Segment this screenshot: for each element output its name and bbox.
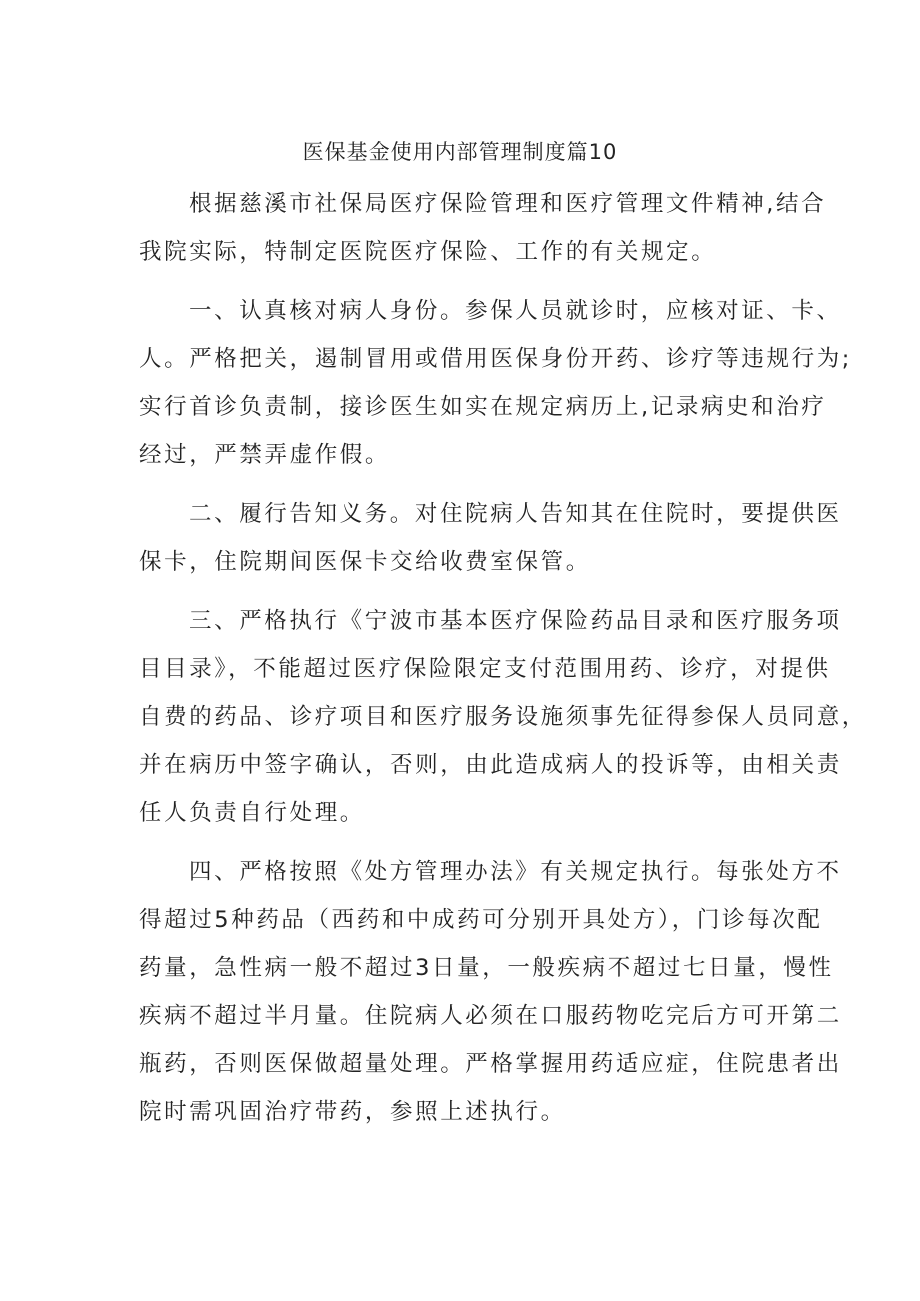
text-line: 根据慈溪市社保局医疗保险管理和医疗管理文件精神,结合 bbox=[189, 191, 827, 217]
text-line: 二、履行告知义务。对住院病人告知其在住院时，要提供医 bbox=[189, 501, 842, 527]
text-line: 我院实际，特制定医院医疗保险、工作的有关规定。 bbox=[139, 239, 717, 265]
text-line: 人。严格把关，遏制冒用或借用医保身份开药、诊疗等违规行为; bbox=[139, 346, 852, 372]
text-line: 院时需巩固治疗带药，参照上述执行。 bbox=[139, 1099, 566, 1125]
text-line: 目目录》，不能超过医疗保险限定支付范围用药、诊疗，对提供 bbox=[139, 656, 831, 682]
text-line: 经过，严禁弄虚作假。 bbox=[139, 442, 391, 468]
document-title: 医保基金使用内部管理制度篇10 bbox=[302, 140, 618, 164]
text-line: 实行首诊负责制，接诊医生如实在规定病历上,记录病史和治疗 bbox=[139, 394, 827, 420]
text-line: 疾病不超过半月量。住院病人必须在口服药物吃完后方可开第二 bbox=[139, 1003, 842, 1029]
text-line: 四、严格按照《处方管理办法》有关规定执行。每张处方不 bbox=[189, 859, 842, 885]
paragraph-intro bbox=[139, 180, 827, 276]
paragraph-rule-3 bbox=[139, 597, 867, 837]
text-line: 三、严格执行《宁波市基本医疗保险药品目录和医疗服务项 bbox=[189, 608, 842, 634]
text-line: 保卡，住院期间医保卡交给收费室保管。 bbox=[139, 549, 591, 575]
paragraph-rule-4 bbox=[139, 848, 842, 1136]
text-line: 自费的药品、诊疗项目和医疗服务设施须事先征得参保人员同意， bbox=[139, 704, 867, 730]
text-line: 药量，急性病一般不超过3日量，一般疾病不超过七日量，慢性 bbox=[139, 955, 834, 981]
paragraph-rule-1 bbox=[139, 287, 852, 479]
text-line: 任人负责自行处理。 bbox=[139, 800, 365, 826]
document-body bbox=[139, 180, 867, 1147]
text-line: 瓶药，否则医保做超量处理。严格掌握用药适应症，住院患者出 bbox=[139, 1051, 842, 1077]
text-line: 一、认真核对病人身份。参保人员就诊时，应核对证、卡、 bbox=[189, 298, 842, 324]
paragraph-rule-2 bbox=[139, 490, 842, 586]
text-line: 得超过5种药品（西药和中成药可分别开具处方），门诊每次配 bbox=[139, 907, 823, 933]
text-line: 并在病历中签字确认，否则，由此造成病人的投诉等，由相关责 bbox=[139, 752, 842, 778]
